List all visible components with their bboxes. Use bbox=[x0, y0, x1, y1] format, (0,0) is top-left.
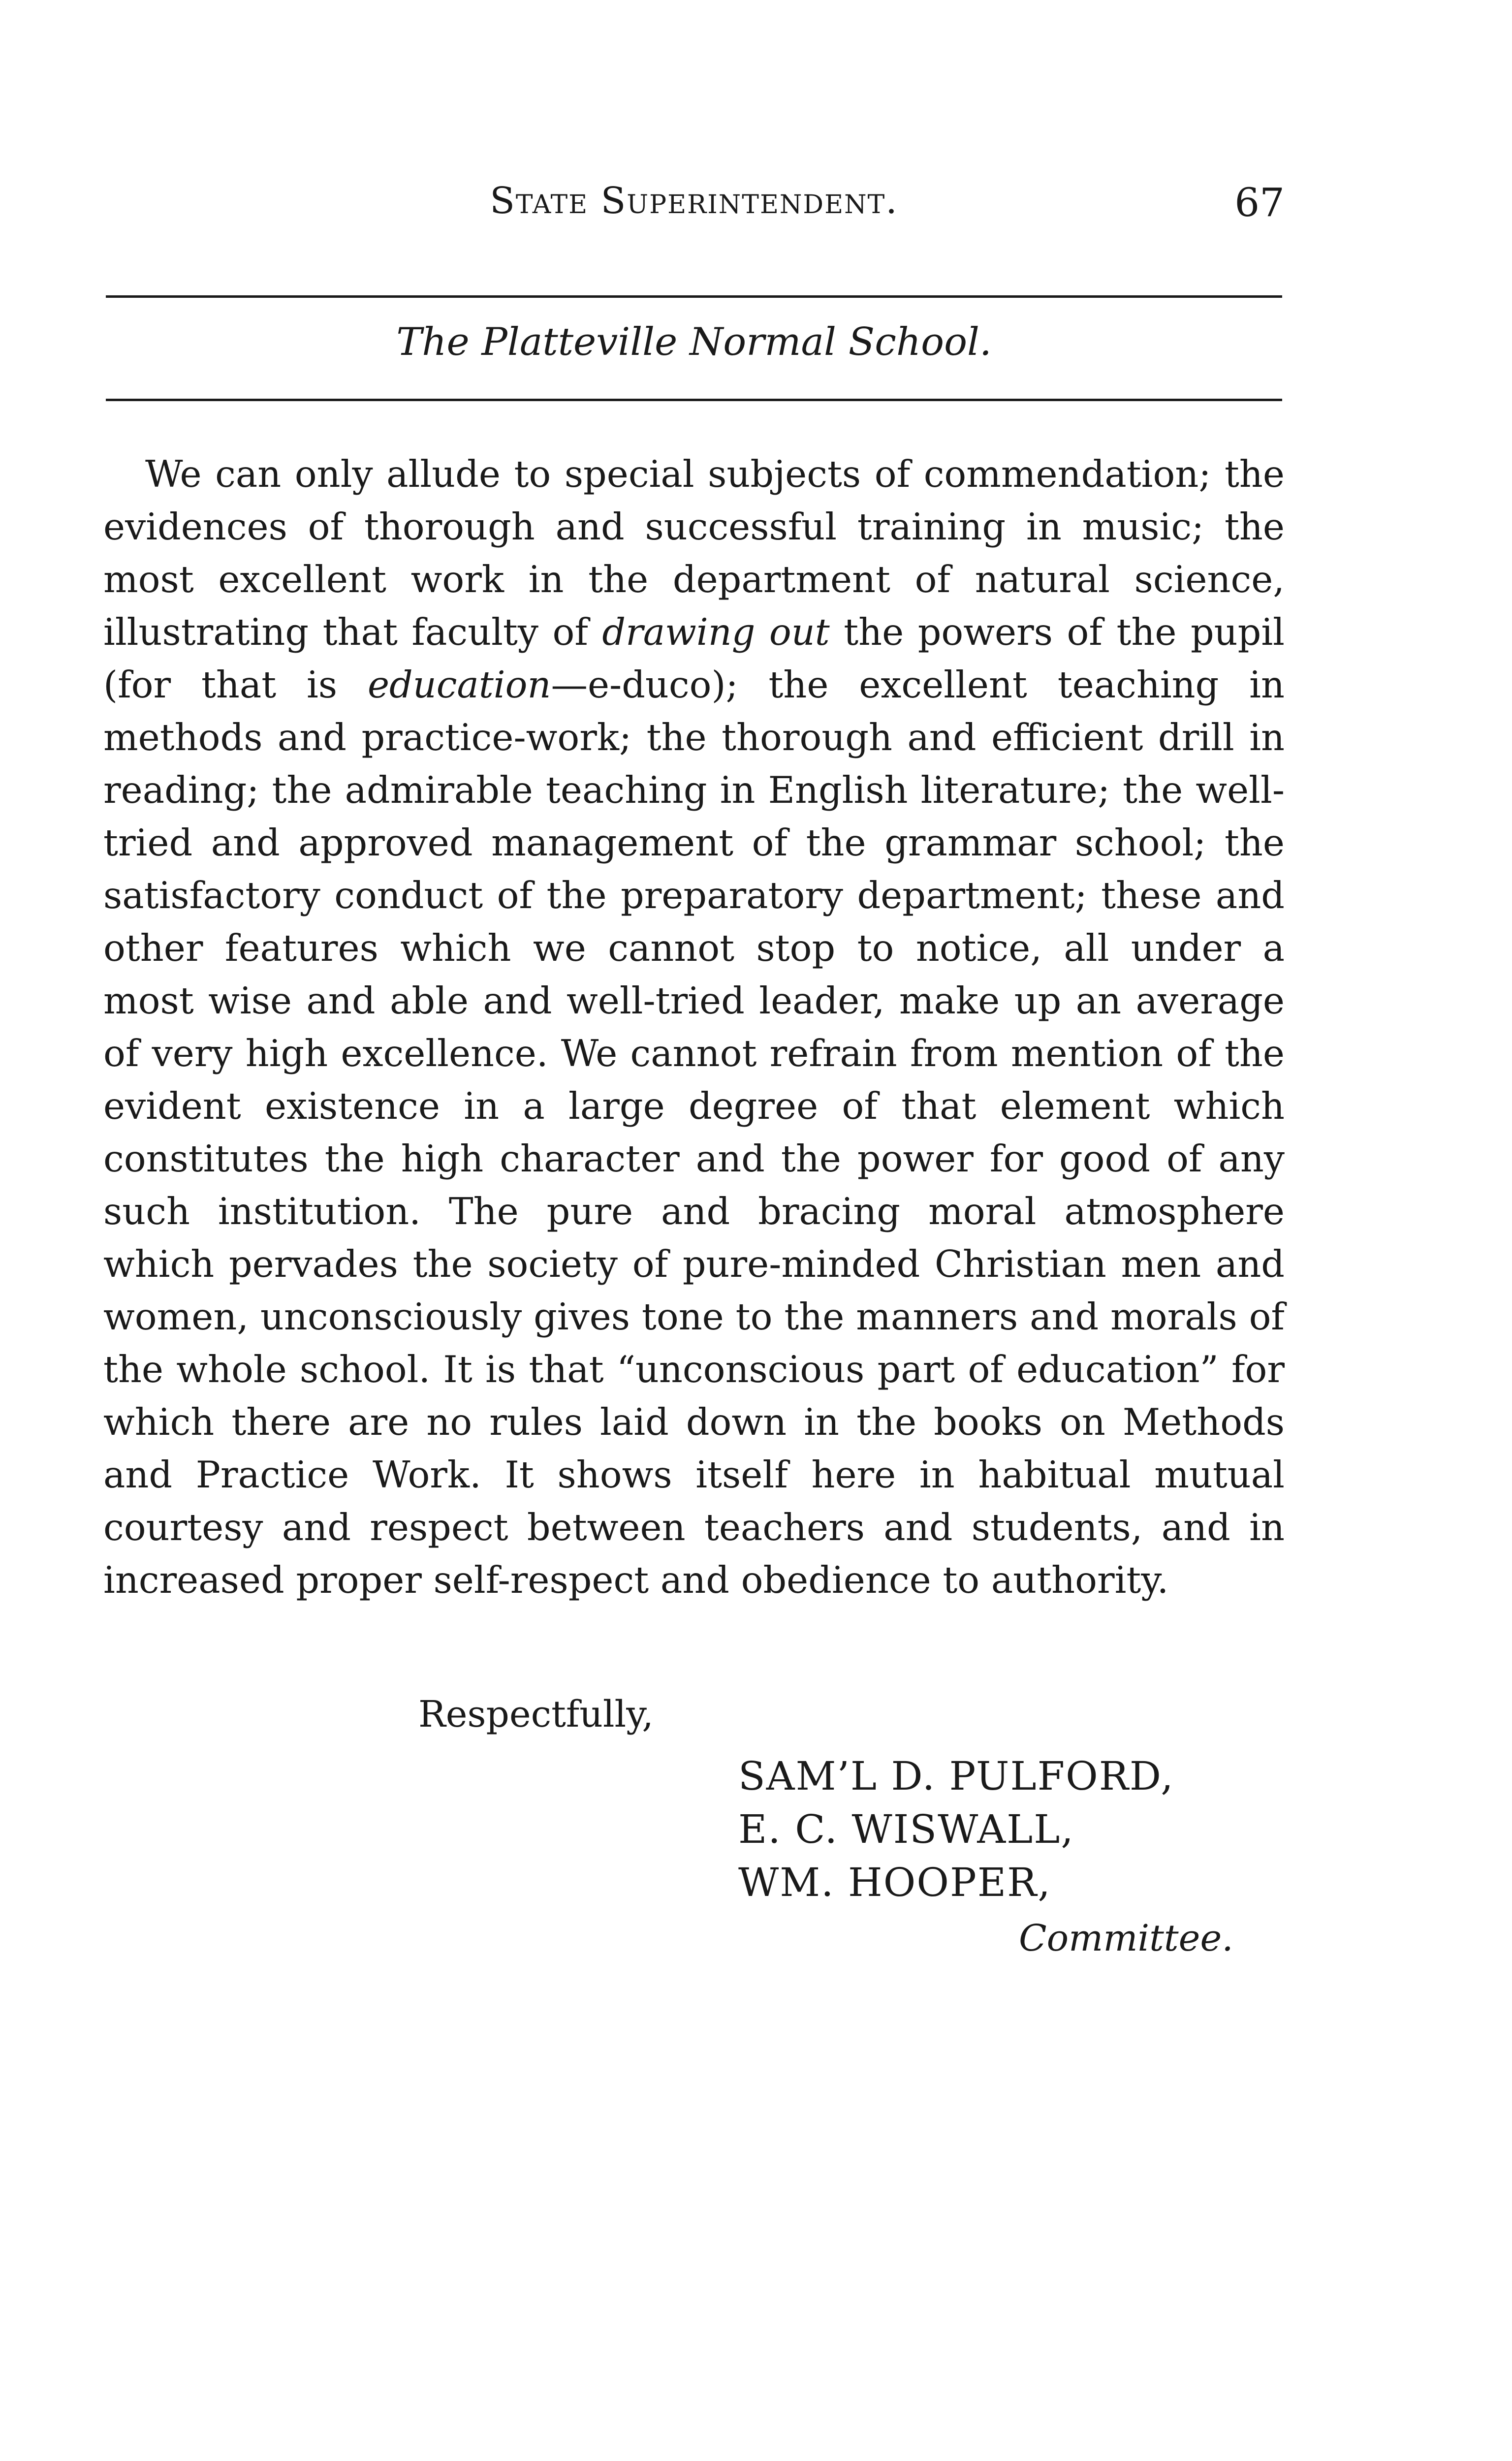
page-number: 67 bbox=[1234, 180, 1285, 225]
signatory-name: SAM’L D. PULFORD, bbox=[738, 1753, 1174, 1799]
body-paragraph bbox=[103, 448, 1285, 1607]
running-header bbox=[103, 180, 1285, 234]
body-text-part-3: —e-duco); the excellent teaching in methods and practice-work; the thorough and efficient drill in reading; the admirable teaching in English literature; the well-tried and approved management of the grammar school; the satisfactory conduct of the preparatory department; these and other features which we cannot stop to notice, all under a most wise and able and well-tried leader, make up an average of very high excellence. We cannot refrain from mention of the evident existence in a large degree of that element which constitutes the high character and the power for good of any such institution. The pure and bracing moral atmosphere which pervades the society of pure-minded Christian men and women, unconsciously gives tone to the manners and morals of the whole school. It is that “unconscious part of education” for which there are no rules laid down in the books on Methods and Practice Work. It shows itself here in habitual mutual courtesy and respect between teachers and students, and in increased proper self-respect and obedience to authority. bbox=[103, 663, 1285, 1602]
bottom-rule bbox=[106, 399, 1282, 401]
signatory-name: E. C. WISWALL, bbox=[738, 1806, 1074, 1852]
signatory-name: WM. HOOPER, bbox=[738, 1860, 1051, 1905]
closing-salutation: Respectfully, bbox=[418, 1693, 654, 1735]
emphasis-drawing-out: drawing out bbox=[602, 611, 830, 654]
emphasis-education: education bbox=[367, 663, 551, 706]
body-text-part-1: We can only allude to special subjects of commendation; the evidences of thorough and successful training in music; the most excellent work in the department of natural science, illustrating that faculty of bbox=[103, 453, 1285, 654]
body-text-part-2: the powers of the pupil (for that is bbox=[103, 611, 1285, 706]
top-rule bbox=[106, 295, 1282, 298]
signature-block bbox=[738, 1750, 1174, 1909]
committee-label: Committee. bbox=[1019, 1917, 1233, 1959]
running-title: State Superintendent. bbox=[490, 180, 898, 222]
section-title: The Platteville Normal School. bbox=[396, 320, 992, 364]
